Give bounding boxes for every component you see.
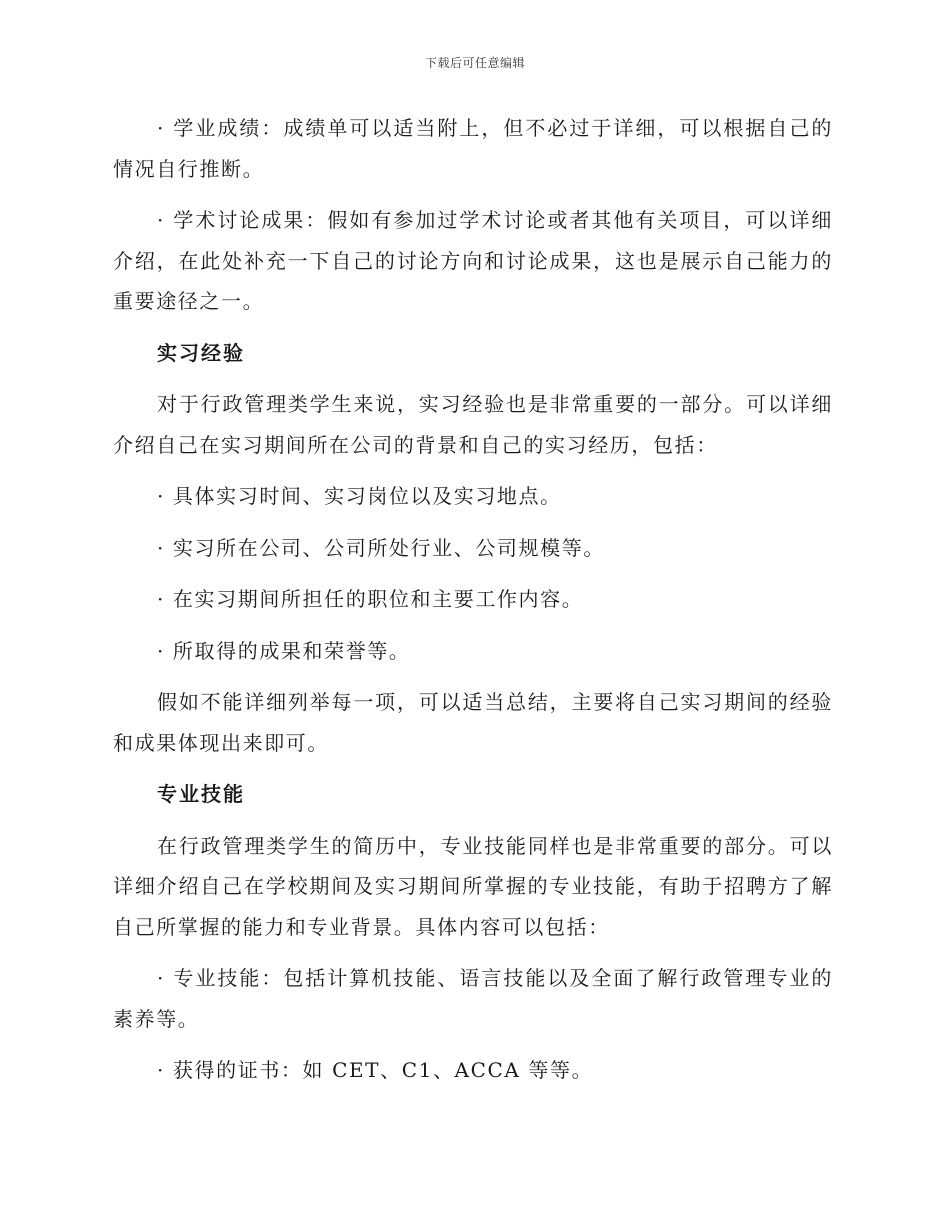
document-body — [113, 108, 833, 1102]
bullet-academic-discussion: · 学术讨论成果：假如有参加过学术讨论或者其他有关项目，可以详细介绍，在此处补充一下自己的讨论方向和讨论成果，这也是展示自己能力的重要途径之一。 — [113, 208, 833, 313]
skills-intro-paragraph: 在行政管理类学生的简历中，专业技能同样也是非常重要的部分。可以详细介绍自己在学校期间及实习期间所掌握的专业技能，有助于招聘方了解自己所掌握的能力和专业背景。具体内容可以包括： — [113, 833, 833, 939]
bullet-certificates: · 获得的证书：如 CET、C1、ACCA 等等。 — [157, 1058, 594, 1082]
internship-intro-paragraph: 对于行政管理类学生来说，实习经验也是非常重要的一部分。可以详细介绍自己在实习期间所在公司的背景和自己的实习经历，包括： — [113, 392, 833, 457]
internship-summary-paragraph: 假如不能详细列举每一项，可以适当总结，主要将自己实习期间的经验和成果体现出来即可。 — [113, 690, 833, 755]
section-heading-internship: 实习经验 — [157, 340, 245, 365]
page-header-note: 下载后可任意编辑 — [424, 56, 525, 70]
bullet-internship-time: · 具体实习时间、实习岗位以及实习地点。 — [157, 484, 562, 508]
bullet-academic-grades: · 学业成绩：成绩单可以适当附上，但不必过于详细，可以根据自己的情况自行推断。 — [113, 116, 833, 181]
bullet-internship-company: · 实习所在公司、公司所处行业、公司规模等。 — [157, 535, 605, 560]
bullet-professional-skills: · 专业技能：包括计算机技能、语言技能以及全面了解行政管理专业的素养等。 — [113, 966, 833, 1031]
bullet-internship-position: · 在实习期间所担任的职位和主要工作内容。 — [157, 587, 584, 611]
bullet-internship-achievements: · 所取得的成果和荣誉等。 — [157, 638, 411, 663]
section-heading-skills: 专业技能 — [157, 782, 245, 806]
